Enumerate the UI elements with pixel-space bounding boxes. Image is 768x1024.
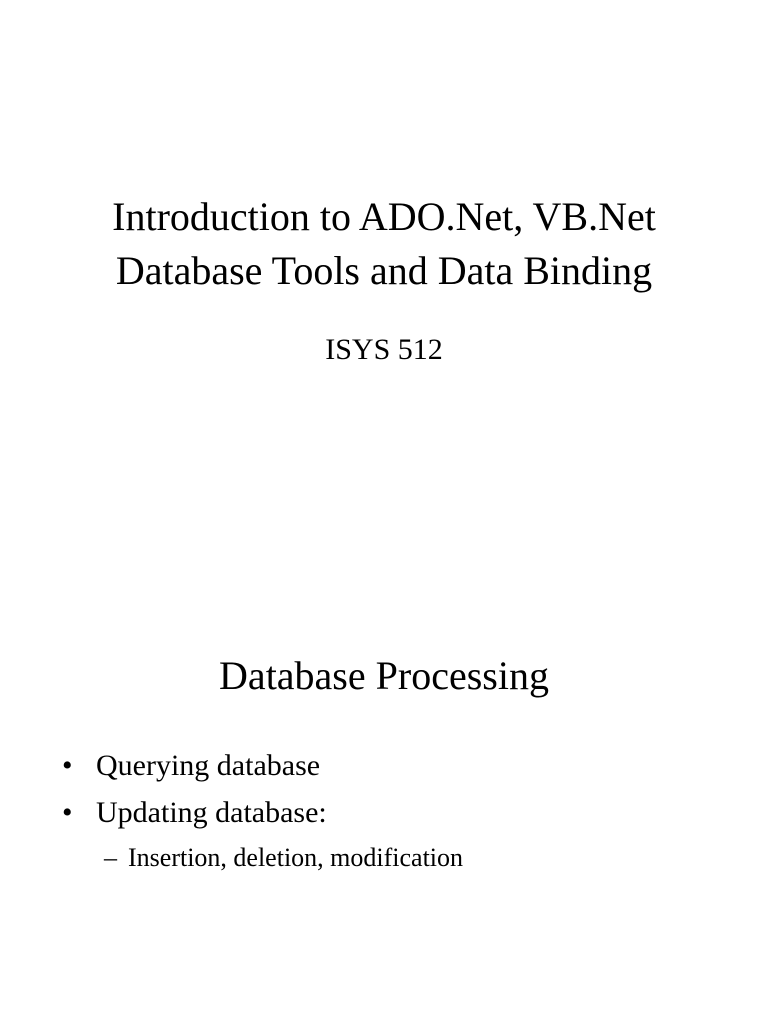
dash-icon: – (104, 843, 117, 872)
bullet-text: Updating database: (96, 796, 327, 829)
slide-heading: Database Processing (219, 653, 549, 698)
bullet-list (62, 748, 463, 874)
sub-bullet-item (104, 842, 463, 874)
bullet-icon: • (62, 796, 73, 829)
slide-title-line-2: Database Tools and Data Binding (115, 248, 653, 293)
course-code: ISYS 512 (325, 333, 443, 366)
bullet-text: Querying database (96, 749, 321, 782)
slide-title-line-1: Introduction to ADO.Net, VB.Net (112, 194, 656, 239)
bullet-item (62, 748, 463, 795)
bullet-item (62, 795, 463, 842)
sub-bullet-text: Insertion, deletion, modification (128, 843, 464, 872)
slide-database-processing (0, 512, 768, 1024)
bullet-icon: • (62, 749, 73, 782)
